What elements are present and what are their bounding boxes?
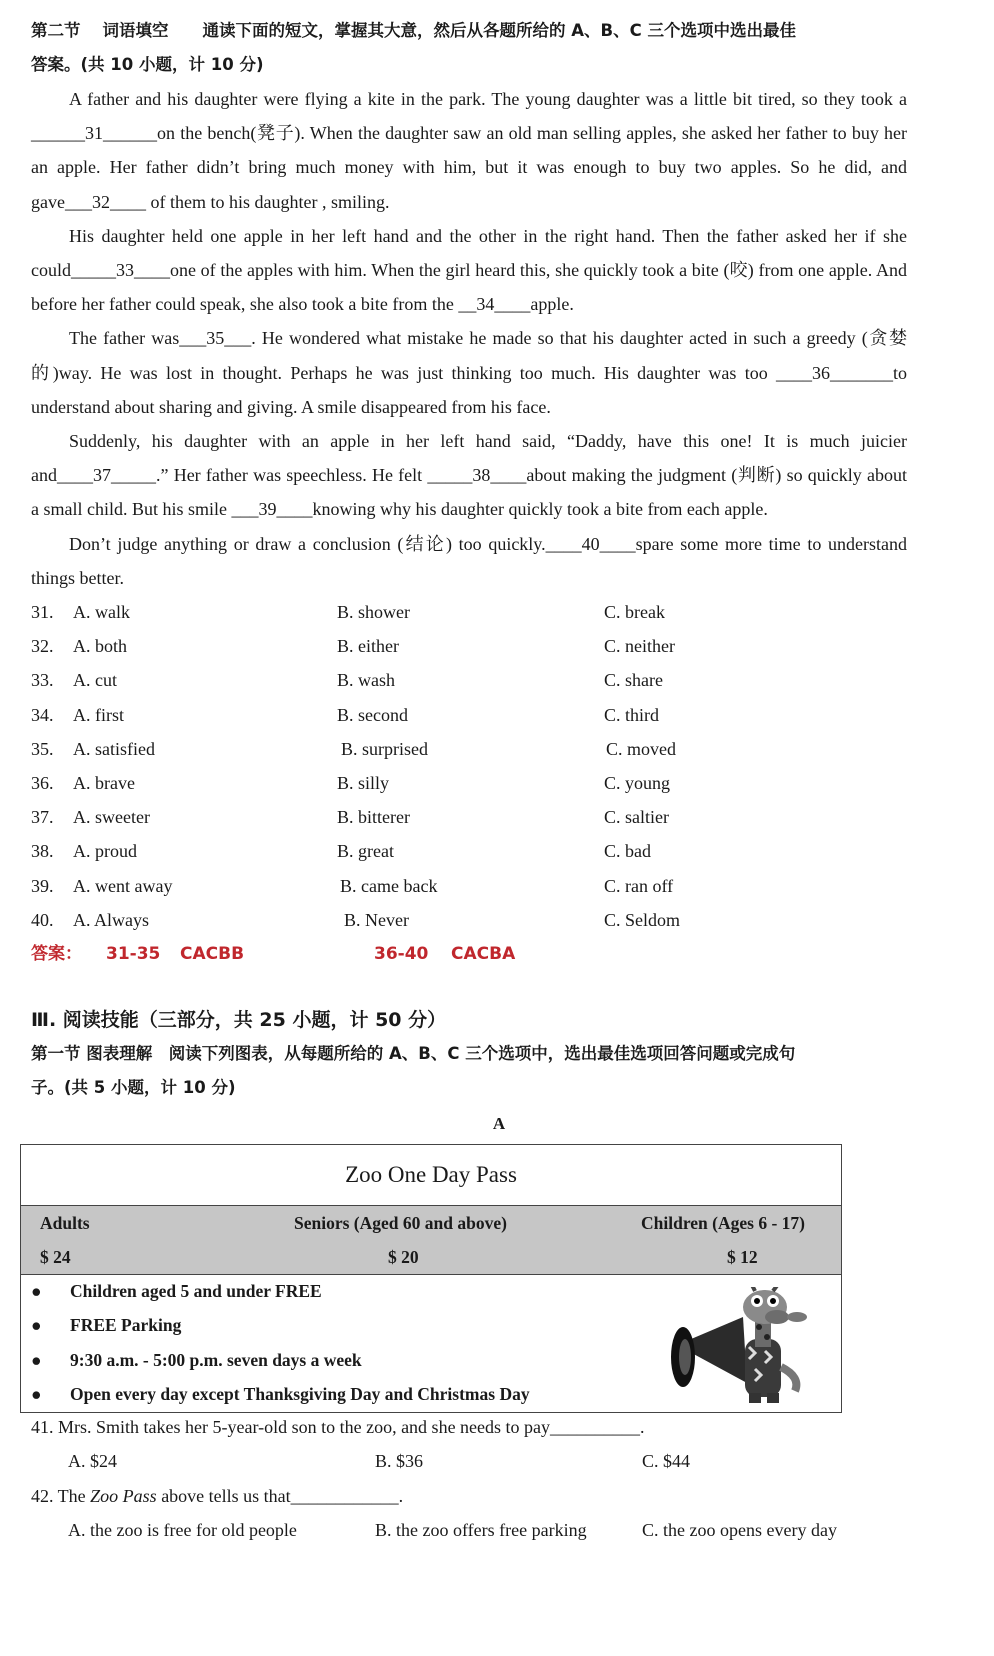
bullet-icon: ● bbox=[31, 1315, 42, 1335]
passage-paragraph-1: A father and his daughter were flying a kite in the park. The young daughter was a little bit tired, so they took a ______31______on the bench(凳子). When the daughter saw an old man selling apples, she asked her father to buy her an apple. Her father didn’t bring much money with him, but it was enough to buy two apples. So he did, and gave___32____ of them to his daughter , smiling. bbox=[31, 89, 907, 212]
zoo-pass-price-band bbox=[21, 1206, 841, 1275]
seniors-label: Seniors (Aged 60 and above) bbox=[294, 1213, 507, 1233]
option-c: C. Seldom bbox=[604, 909, 681, 930]
option-a: A. cut bbox=[73, 670, 117, 691]
section3-instruction-line2: 子。(共 5 小题，计 10 分) bbox=[31, 1077, 236, 1097]
option-a: A. sweeter bbox=[73, 807, 150, 828]
passage-paragraph-2: His daughter held one apple in her left hand and the other in the right hand. Then the father asked her if she could_____33____one of the apples with him. When the girl heard this, she quickly took a bite (咬) from one apple. And before her father could speak, she also took a bite from the __34____apple. bbox=[31, 225, 907, 315]
option-number: 33. bbox=[31, 670, 54, 691]
section3-instruction-line1: 第一节 图表理解 阅读下列图表，从每题所给的 A、B、C 三个选项中，选出最佳选项回答问题或完成句 bbox=[31, 1043, 796, 1063]
option-a: A. brave bbox=[73, 772, 135, 793]
option-c: C. saltier bbox=[604, 807, 669, 828]
option-c: C. young bbox=[604, 772, 671, 793]
option-c: C. neither bbox=[604, 636, 675, 657]
option-b: B. great bbox=[337, 841, 394, 862]
zoo-pass-title: Zoo One Day Pass bbox=[21, 1145, 841, 1206]
option-row bbox=[31, 663, 907, 697]
option-number: 32. bbox=[31, 636, 54, 657]
option-row bbox=[31, 732, 907, 766]
adults-label: Adults bbox=[40, 1213, 90, 1233]
option-b: B. bitterer bbox=[337, 807, 410, 828]
option-c: C. ran off bbox=[604, 875, 674, 896]
option-b: B. surprised bbox=[341, 738, 428, 759]
option-row bbox=[31, 800, 907, 834]
option-c: C. break bbox=[604, 602, 665, 623]
answer-key-1: CACBB bbox=[180, 943, 245, 964]
option-a: A. Always bbox=[73, 909, 149, 930]
giraffe-megaphone-icon bbox=[669, 1287, 819, 1405]
option-b: B. second bbox=[337, 704, 408, 725]
option-row bbox=[31, 595, 907, 629]
option-row bbox=[31, 834, 907, 868]
question-42-stem-pre: 42. The bbox=[31, 1486, 91, 1506]
section3-title: Ⅲ. 阅读技能（三部分，共 25 小题，计 50 分） bbox=[31, 1008, 447, 1031]
option-number: 34. bbox=[31, 704, 54, 725]
option-row bbox=[31, 766, 907, 800]
option-c: C. bad bbox=[604, 841, 651, 862]
feature-item bbox=[31, 1384, 530, 1405]
option-c: C. third bbox=[604, 704, 660, 725]
option-number: 39. bbox=[31, 875, 54, 896]
option-number: 37. bbox=[31, 807, 54, 828]
bullet-icon: ● bbox=[31, 1384, 42, 1404]
children-price: $ 12 bbox=[727, 1247, 758, 1267]
section2-name: 词语填空 bbox=[102, 21, 169, 40]
answer-key bbox=[31, 937, 907, 971]
children-label: Children (Ages 6 - 17) bbox=[641, 1213, 805, 1233]
option-b: B. came back bbox=[340, 875, 438, 896]
feature-item bbox=[31, 1350, 362, 1371]
option-c: C. share bbox=[604, 670, 663, 691]
option-number: 31. bbox=[31, 602, 54, 623]
cloze-options-list bbox=[31, 595, 907, 937]
option-row bbox=[31, 698, 907, 732]
question-42-stem-post: above tells us that____________. bbox=[156, 1486, 404, 1506]
passage-paragraph-3: The father was___35___. He wondered what mistake he made so that his daughter acted in such a greedy (贪婪的)way. He was lost in thought. Perhaps he was just thinking too much. His daughter was too ____36_______to understand about sharing and giving. A smile disappeared from his face. bbox=[31, 328, 907, 417]
option-row bbox=[31, 629, 907, 663]
question-41-stem: 41. Mrs. Smith takes her 5-year-old son to the zoo, and she needs to pay__________. bbox=[31, 1417, 645, 1437]
section2-tag: 第二节 bbox=[31, 21, 81, 40]
worksheet-page bbox=[31, 14, 907, 1141]
answer-range-1: 31-35 bbox=[106, 943, 161, 964]
option-a: A. proud bbox=[73, 841, 137, 862]
option-number: 36. bbox=[31, 772, 54, 793]
option-number: 35. bbox=[31, 738, 54, 759]
option-b: B. shower bbox=[337, 602, 410, 623]
question-41-option-a: A. $24 bbox=[68, 1451, 117, 1471]
question-42-option-a: A. the zoo is free for old people bbox=[68, 1520, 297, 1540]
section2-heading bbox=[31, 14, 907, 48]
option-b: B. either bbox=[337, 636, 399, 657]
question-41-option-c: C. $44 bbox=[642, 1451, 691, 1471]
option-b: B. wash bbox=[337, 670, 395, 691]
section2-instruction-line2: 答案。(共 10 小题，计 10 分) bbox=[31, 55, 264, 74]
answer-key-2: CACBA bbox=[451, 943, 516, 964]
option-a: A. first bbox=[73, 704, 124, 725]
question-42-stem bbox=[31, 1486, 403, 1507]
feature-text: Children aged 5 and under FREE bbox=[70, 1281, 322, 1301]
passage-paragraph-5: Don’t judge anything or draw a conclusion (结论) too quickly.____40____spare some more time to understand things better. bbox=[31, 533, 907, 588]
option-b: B. silly bbox=[337, 772, 390, 793]
feature-text: Open every day except Thanksgiving Day and Christmas Day bbox=[70, 1384, 530, 1404]
bullet-icon: ● bbox=[31, 1281, 42, 1301]
answer-range-2: 36-40 bbox=[374, 943, 429, 964]
feature-text: FREE Parking bbox=[70, 1315, 182, 1335]
passage-letter: A bbox=[492, 1113, 506, 1133]
section2-instruction-line1: 通读下面的短文，掌握其大意，然后从各题所给的 A、B、C 三个选项中选出最佳 bbox=[202, 21, 796, 40]
bullet-icon: ● bbox=[31, 1350, 42, 1370]
adults-price: $ 24 bbox=[40, 1247, 71, 1267]
feature-item bbox=[31, 1315, 181, 1336]
question-42-stem-emphasis: Zoo Pass bbox=[90, 1486, 157, 1506]
passage-paragraph-4: Suddenly, his daughter with an apple in her left hand said, “Daddy, have this one! It is much juicier and____37_____.” Her father was speechless. He felt _____38____about making the judgment (判断) so quickly about a small child. But his smile ___39____knowing why his daughter quickly took a bite from each apple. bbox=[31, 431, 907, 520]
answer-label: 答案： bbox=[31, 943, 82, 964]
option-a: A. went away bbox=[73, 875, 173, 896]
seniors-price: $ 20 bbox=[388, 1247, 419, 1267]
option-b: B. Never bbox=[344, 909, 409, 930]
option-a: A. walk bbox=[73, 602, 130, 623]
question-42-option-c: C. the zoo opens every day bbox=[642, 1520, 837, 1540]
feature-item bbox=[31, 1281, 322, 1302]
option-number: 40. bbox=[31, 909, 54, 930]
option-a: A. satisfied bbox=[73, 738, 155, 759]
question-41-option-b: B. $36 bbox=[375, 1451, 424, 1471]
zoo-pass-table bbox=[20, 1144, 842, 1413]
option-c: C. moved bbox=[606, 738, 676, 759]
option-row bbox=[31, 903, 907, 937]
zoo-pass-features bbox=[21, 1275, 841, 1412]
option-row bbox=[31, 869, 907, 903]
option-number: 38. bbox=[31, 841, 54, 862]
feature-text: 9:30 a.m. - 5:00 p.m. seven days a week bbox=[70, 1350, 362, 1370]
question-42-option-b: B. the zoo offers free parking bbox=[375, 1520, 587, 1540]
option-a: A. both bbox=[73, 636, 127, 657]
